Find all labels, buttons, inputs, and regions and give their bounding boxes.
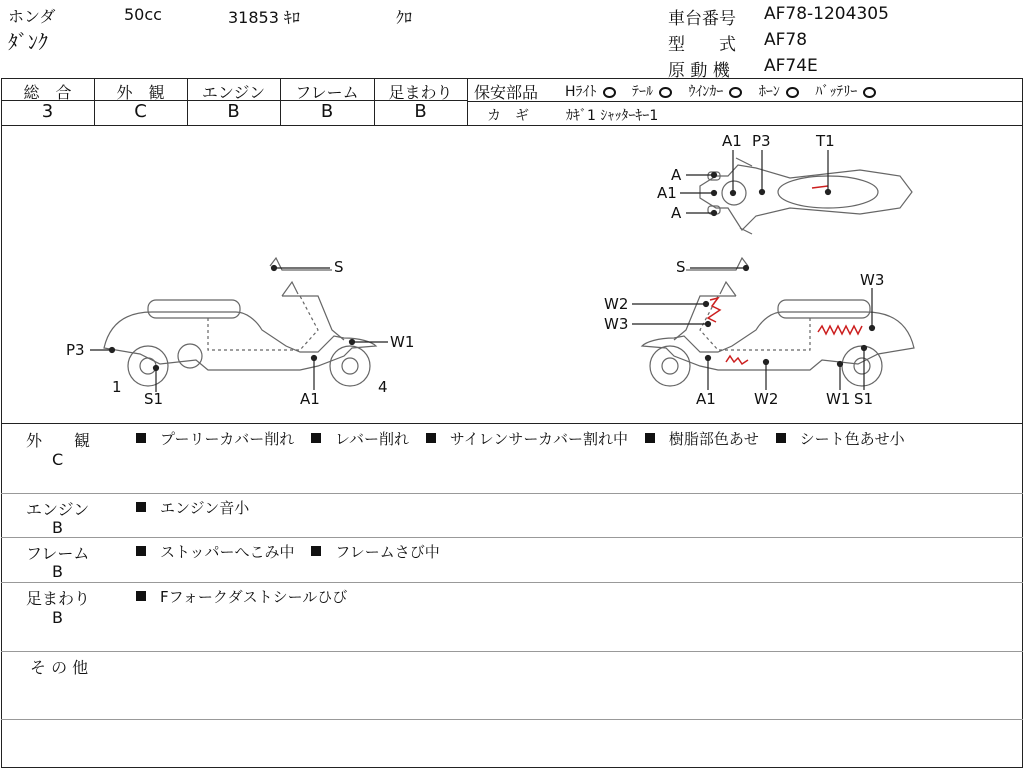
diagram-label: W1 — [390, 333, 415, 351]
safety-item-taillight: ﾃｰﾙ — [632, 81, 672, 101]
diagram-label: A1 — [696, 390, 716, 408]
diagram-bottom — [1, 423, 1023, 424]
ok-circle-icon — [729, 87, 742, 98]
ok-circle-icon — [786, 87, 799, 98]
grade-header-overall: 総 合 — [23, 83, 72, 102]
grade-value-exterior: C — [134, 101, 147, 122]
top-view-scooter — [700, 158, 912, 234]
diagram-label: S1 — [144, 390, 164, 408]
maker-name: ホンダ — [8, 7, 56, 26]
grade-value-frame: B — [320, 101, 334, 122]
key-label: カ ギ — [487, 108, 529, 124]
grade-header-frame: フレーム — [295, 83, 359, 102]
note-category-frame: フレーム — [26, 544, 90, 563]
diagram-label: S — [676, 258, 686, 276]
grade-value-engine: B — [227, 101, 240, 122]
diagram-label: T1 — [816, 132, 835, 150]
displacement: 50cc — [124, 5, 162, 24]
diagram-label: P3 — [66, 341, 85, 359]
left-side-scooter — [104, 258, 376, 386]
type-value: AF78 — [764, 30, 808, 50]
note-grade-engine: B — [52, 518, 63, 537]
bullet-square-icon — [136, 546, 146, 556]
safety-item-horn: ﾎｰﾝ — [759, 81, 799, 101]
safety-item-headlight: Hﾗｲﾄ — [565, 81, 616, 101]
safety-parts-list — [565, 81, 888, 101]
model-name: ﾀﾞﾝｸ — [8, 30, 48, 54]
note-grade-frame: B — [52, 562, 63, 581]
note-grade-suspension: B — [52, 608, 63, 627]
bullet-square-icon — [136, 502, 146, 512]
bullet-square-icon — [136, 591, 146, 601]
diagram-label: 4 — [378, 378, 388, 396]
safety-divider — [467, 101, 1022, 102]
bullet-square-icon — [311, 433, 321, 443]
safety-item-winker: ｳｲﾝｶｰ — [688, 81, 742, 101]
notes-divider — [1, 493, 1023, 494]
diagram-label: W2 — [604, 295, 629, 313]
key-value: ｶｷﾞ1 ｼｬｯﾀｰｷｰ1 — [566, 108, 659, 124]
diagram-label: A — [671, 204, 682, 222]
diagram-label: A1 — [722, 132, 742, 150]
ok-circle-icon — [659, 87, 672, 98]
ok-circle-icon — [603, 87, 616, 98]
note-items-frame: ストッパーへこみ中 フレームさび中 — [136, 541, 452, 562]
bullet-square-icon — [311, 546, 321, 556]
diagram-label: A1 — [657, 184, 677, 202]
bullet-square-icon — [776, 433, 786, 443]
diagram-label: P3 — [752, 132, 771, 150]
diagram-label: W3 — [860, 271, 885, 289]
diagram-label: A1 — [300, 390, 320, 408]
col-sep-5 — [467, 78, 468, 125]
note-items-exterior: プーリーカバー削れ レバー削れ サイレンサーカバー割れ中 樹脂部色あせ シート色あせ小 — [136, 428, 917, 449]
grade-value-overall: 3 — [41, 101, 54, 122]
safety-item-battery: ﾊﾞｯﾃﾘｰ — [815, 81, 876, 101]
note-category-other: そ の 他 — [30, 658, 89, 677]
note-items-suspension: Fフォークダストシールひび — [136, 586, 359, 607]
color: ｸﾛ — [396, 8, 413, 27]
note-grade-exterior: C — [52, 450, 64, 469]
note-items-engine: エンジン音小 — [136, 497, 261, 518]
grade-header-suspension: 足まわり — [388, 83, 453, 102]
bullet-square-icon — [136, 433, 146, 443]
note-category-engine: エンジン — [26, 500, 90, 519]
diagram-label: A — [671, 166, 682, 184]
note-category-exterior: 外 観 — [26, 431, 91, 450]
diagram-label: W1 — [826, 390, 851, 408]
note-category-suspension: 足まわり — [26, 589, 91, 608]
notes-divider — [1, 537, 1023, 538]
safety-parts-label: 保安部品 — [474, 83, 539, 102]
mileage: 31853 ｷﾛ — [228, 8, 300, 27]
diagram-label: W3 — [604, 315, 629, 333]
notes-divider — [1, 651, 1023, 652]
bullet-square-icon — [426, 433, 436, 443]
grade-header-engine: エンジン — [201, 83, 266, 102]
notes-divider — [1, 582, 1023, 583]
ok-circle-icon — [863, 87, 876, 98]
diagram-label: W2 — [754, 390, 779, 408]
notes-divider — [1, 719, 1023, 720]
grade-value-suspension: B — [414, 101, 427, 122]
type-label: 型 式 — [668, 35, 736, 55]
engine-value: AF74E — [764, 56, 818, 76]
diagram-label: 1 — [112, 378, 122, 396]
diagram-label: S — [334, 258, 344, 276]
frame-number-label: 車台番号 — [668, 9, 736, 29]
scooter-diagram — [0, 126, 1024, 423]
bullet-square-icon — [645, 433, 655, 443]
frame-number: AF78-1204305 — [764, 4, 889, 24]
diagram-label: S1 — [854, 390, 874, 408]
engine-label: 原 動 機 — [668, 61, 730, 81]
grade-header-exterior: 外 観 — [116, 83, 165, 102]
